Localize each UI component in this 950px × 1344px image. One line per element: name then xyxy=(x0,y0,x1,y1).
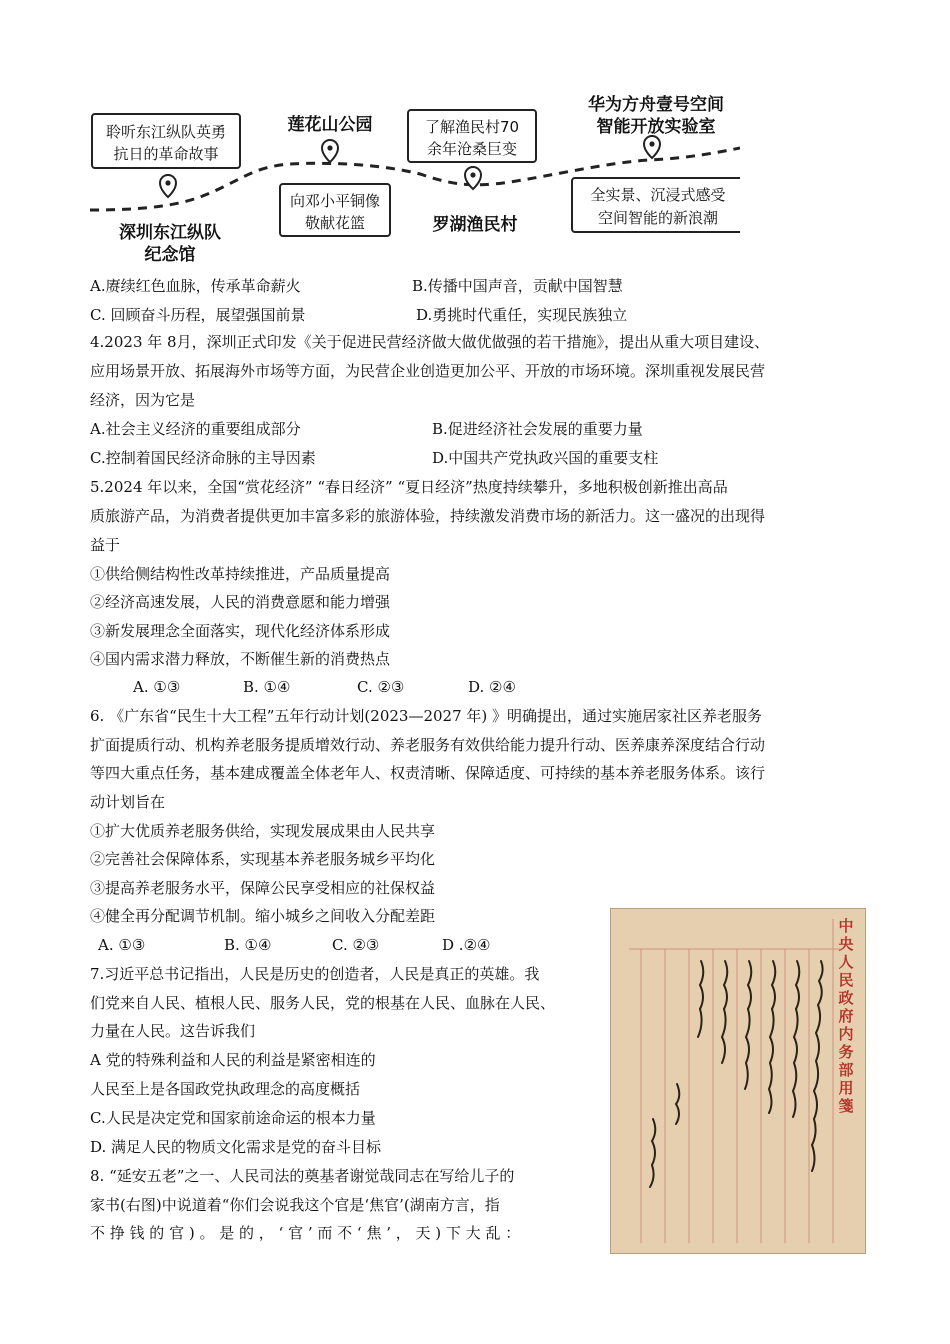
option-a: A.赓续红色血脉，传承革命薪火 xyxy=(90,277,301,295)
option-d: D. ②④ xyxy=(468,678,516,696)
question-4-line: 应用场景开放、拓展海外市场等方面，为民营企业创造更加公平、开放的市场环境。深圳重视发展民营 xyxy=(90,362,766,380)
question-7-line: 们党来自人民、植根人民、服务人民，党的根基在人民、血脉在人民、 xyxy=(90,994,556,1012)
option-b: B. ①④ xyxy=(224,936,272,954)
statement-2: ②完善社会保障体系，实现基本养老服务城乡平均化 xyxy=(90,850,436,868)
option-a: A.社会主义经济的重要组成部分 xyxy=(90,420,301,438)
option-c: C.控制着国民经济命脉的主导因素 xyxy=(90,449,316,467)
option-a: A. ①③ xyxy=(133,678,181,696)
question-8-line: 家书(右图)中说道着“你们会说我这个官是‘焦官’(湖南方言，指 xyxy=(90,1196,500,1214)
option-b: 人民至上是各国政党执政理念的高度概括 xyxy=(90,1080,361,1098)
question-8-line: 不 挣 钱 的 官 ) 。 是 的 ， ‘ 官 ’ 而 不 ‘ 焦 ’ ， 天 ) 下 大 乱 ： xyxy=(90,1224,521,1242)
question-8-line: 8. “延安五老”之一、人民司法的奠基者谢觉哉同志在写给儿子的 xyxy=(90,1167,515,1185)
note-text: 聆听东江纵队英勇 xyxy=(105,123,227,141)
location-pin-icon xyxy=(160,175,176,197)
stop-label: 纪念馆 xyxy=(144,245,196,265)
statement-1: ①供给侧结构性改革持续推进，产品质量提高 xyxy=(90,565,391,583)
option-c: C. 回顾奋斗历程，展望强国前景 xyxy=(90,306,306,324)
question-5-line: 质旅游产品，为消费者提供更加丰富多彩的旅游体验，持续激发消费市场的新活力。这一盛况的出现得 xyxy=(90,507,766,525)
question-4-line: 经济，因为它是 xyxy=(90,391,196,409)
option-d: D.中国共产党执政兴国的重要支柱 xyxy=(432,449,659,467)
letter-photo xyxy=(610,908,866,1254)
option-a: A. ①③ xyxy=(98,936,146,954)
note-text: 敬献花篮 xyxy=(304,214,366,232)
note-text: 空间智能的新浪潮 xyxy=(597,209,719,227)
question-5-line: 5.2024 年以来，全国“赏花经济” “春日经济” “夏日经济”热度持续攀升，多地积极创新推出高品 xyxy=(90,478,728,496)
question-6-line: 扩面提质行动、机构养老服务提质增效行动、养老服务有效供给能力提升行动、医养康养深度结合行动 xyxy=(90,736,766,754)
stop-label: 莲花山公园 xyxy=(287,115,373,135)
note-text: 了解渔民村70 xyxy=(424,118,520,136)
option-b: B.传播中国声音，贡献中国智慧 xyxy=(412,277,623,295)
statement-1: ①扩大优质养老服务供给，实现发展成果由人民共享 xyxy=(90,822,436,840)
statement-4: ④健全再分配调节机制。缩小城乡之间收入分配差距 xyxy=(90,907,436,925)
option-a: A 党的特殊利益和人民的利益是紧密相连的 xyxy=(90,1051,376,1069)
option-d: D.勇挑时代重任，实现民族独立 xyxy=(416,306,628,324)
letterhead: 中央人民政府内务部用箋 xyxy=(838,917,854,1115)
route-illustration xyxy=(90,92,740,267)
option-c: C.人民是决定党和国家前途命运的根本力量 xyxy=(90,1109,376,1127)
stop-label: 智能开放实验室 xyxy=(596,117,716,137)
handwriting-image xyxy=(611,909,865,1253)
option-c: C. ②③ xyxy=(332,936,380,954)
question-4-line: 4.2023 年 8月，深圳正式印发《关于促进民营经济做大做优做强的若干措施》，提出从重大项目建设、 xyxy=(90,333,770,351)
stop-label: 罗湖渔民村 xyxy=(432,215,518,235)
question-5-line: 益于 xyxy=(90,536,121,554)
question-6-line: 等四大重点任务，基本建成覆盖全体老年人、权责清晰、保障适度、可持续的基本养老服务体系。该行 xyxy=(90,764,766,782)
note-text: 全实景、沉浸式感受 xyxy=(590,186,726,204)
question-6-line: 6. 《广东省“民生十大工程”五年行动计划(2023—2027 年) 》明确提出，通过实施居家社区养老服务 xyxy=(90,707,763,725)
statement-3: ③新发展理念全面落实，现代化经济体系形成 xyxy=(90,622,391,640)
statement-2: ②经济高速发展，人民的消费意愿和能力增强 xyxy=(90,593,391,611)
location-pin-icon xyxy=(644,136,660,158)
option-d: D .②④ xyxy=(442,936,491,954)
option-b: B.促进经济社会发展的重要力量 xyxy=(432,420,643,438)
stop-label: 深圳东江纵队 xyxy=(119,223,221,243)
question-7-line: 7.习近平总书记指出，人民是历史的创造者，人民是真正的英雄。我 xyxy=(90,965,540,983)
option-b: B. ①④ xyxy=(243,678,291,696)
location-pin-icon xyxy=(322,140,338,162)
statement-4: ④国内需求潜力释放，不断催生新的消费热点 xyxy=(90,650,391,668)
question-7-line: 力量在人民。这告诉我们 xyxy=(90,1022,256,1040)
option-c: C. ②③ xyxy=(357,678,405,696)
option-d: D. 满足人民的物质文化需求是党的奋斗目标 xyxy=(90,1138,382,1156)
question-6-line: 动计划旨在 xyxy=(90,793,166,811)
note-text: 余年沧桑巨变 xyxy=(426,140,518,158)
note-text: 向邓小平铜像 xyxy=(289,192,381,210)
note-text: 抗日的革命故事 xyxy=(113,145,219,163)
statement-3: ③提高养老服务水平，保障公民享受相应的社保权益 xyxy=(90,879,436,897)
stop-label: 华为方舟壹号空间 xyxy=(588,95,724,115)
